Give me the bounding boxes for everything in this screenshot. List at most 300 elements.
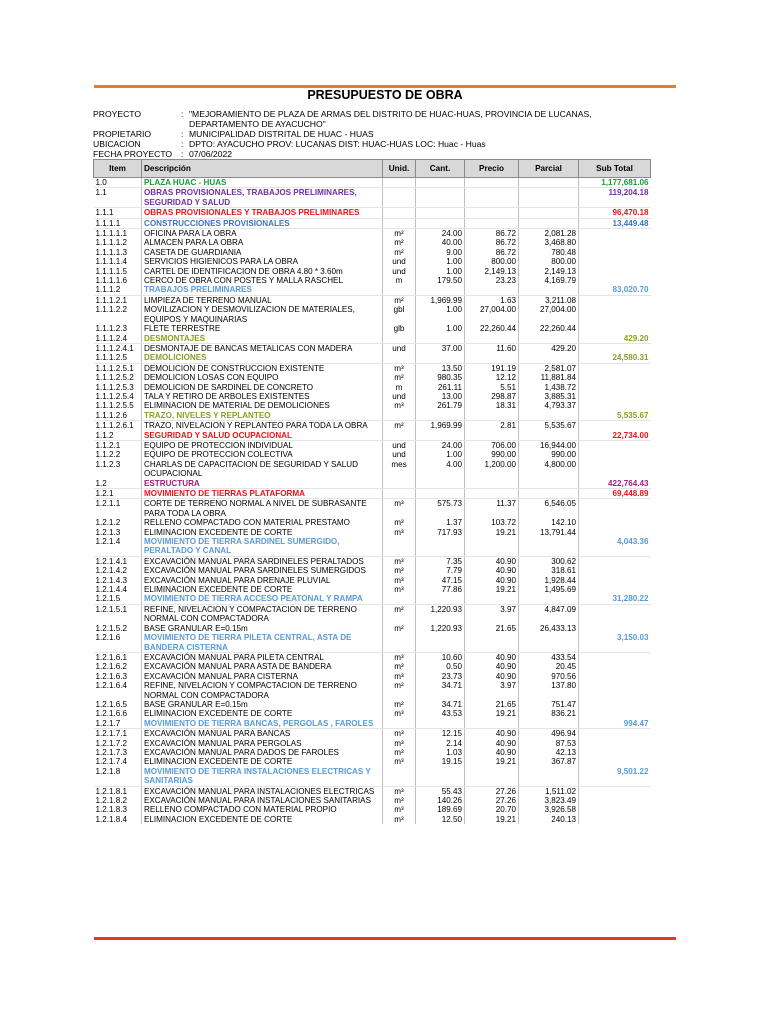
- project-separator: :: [181, 109, 184, 119]
- cell-subtotal: [579, 276, 651, 285]
- cell-unit: und: [383, 440, 416, 450]
- table-row: [94, 681, 651, 700]
- cell-subtotal: [579, 786, 651, 796]
- cell-item: 1.2.1.8.2: [94, 796, 142, 805]
- cell-partial: 27,004.00: [519, 305, 579, 324]
- cell-item: 1.1.1.1.3: [94, 248, 142, 257]
- project-label: PROYECTO: [93, 109, 142, 119]
- table-row: [94, 343, 651, 353]
- cell-unit: m³: [383, 363, 416, 373]
- cell-price: 990.00: [465, 450, 519, 459]
- cell-item: 1.1.1.2.4: [94, 334, 142, 344]
- cell-item: 1.2.1.8.4: [94, 815, 142, 824]
- table-row: [94, 528, 651, 537]
- cell-price: 40.90: [465, 652, 519, 662]
- section-row: [94, 178, 651, 188]
- cell-unit: m²: [383, 238, 416, 247]
- cell-description: CORTE DE TERRENO NORMAL A NIVEL DE SUBRASANTE PARA TODA LA OBRA: [142, 499, 383, 518]
- cell-description: ELIMINACION EXCEDENTE DE CORTE: [142, 815, 383, 824]
- cell-unit: und: [383, 267, 416, 276]
- cell-description: RELLENO COMPACTADO CON MATERIAL PROPIO: [142, 805, 383, 814]
- header-partial: Parcial: [519, 160, 579, 178]
- cell-price: 5.51: [465, 383, 519, 392]
- cell-quantity: 2.14: [416, 739, 465, 748]
- cell-item: 1.1.2.1: [94, 440, 142, 450]
- section-row: [94, 479, 651, 489]
- cell-partial: 240.13: [519, 815, 579, 824]
- cell-price: [465, 594, 519, 604]
- cell-item: 1.1.1.1.4: [94, 257, 142, 266]
- cell-subtotal: [579, 421, 651, 431]
- section-row: [94, 489, 651, 499]
- header-unit: Unid.: [383, 160, 416, 178]
- cell-quantity: 1.00: [416, 257, 465, 266]
- cell-description: OFICINA PARA LA OBRA: [142, 229, 383, 239]
- table-row: [94, 267, 651, 276]
- cell-partial: [519, 594, 579, 604]
- cell-unit: [383, 334, 416, 344]
- cell-subtotal: 1,177,681.06: [579, 178, 651, 188]
- section-row: [94, 208, 651, 218]
- cell-unit: [383, 218, 416, 228]
- table-row: [94, 556, 651, 566]
- cell-unit: m³: [383, 672, 416, 681]
- cell-quantity: 189.69: [416, 805, 465, 814]
- cell-price: 22,260.44: [465, 324, 519, 333]
- cell-unit: m²: [383, 248, 416, 257]
- table-row: [94, 324, 651, 333]
- cell-price: 298.87: [465, 392, 519, 401]
- budget-table: [93, 159, 651, 824]
- cell-subtotal: [579, 440, 651, 450]
- cell-item: 1.2.1.6.1: [94, 652, 142, 662]
- cell-price: 2.81: [465, 421, 519, 431]
- cell-item: 1.1.1: [94, 208, 142, 218]
- cell-unit: und: [383, 392, 416, 401]
- cell-item: 1.2.1.5.1: [94, 604, 142, 623]
- footer-line: [94, 937, 676, 940]
- cell-price: 706.00: [465, 440, 519, 450]
- cell-quantity: 1.37: [416, 518, 465, 527]
- cell-unit: [383, 594, 416, 604]
- owner-info-row: [93, 129, 683, 139]
- cell-unit: m³: [383, 401, 416, 410]
- cell-item: 1.2.1: [94, 489, 142, 499]
- cell-description: TRAZO, NIVELACION Y REPLANTEO PARA TODA LA OBRA: [142, 421, 383, 431]
- cell-description: EXCAVACIÓN MANUAL PARA SARDINELES SUMERGIDOS: [142, 566, 383, 575]
- cell-price: 27,004.00: [465, 305, 519, 324]
- cell-item: 1.2.1.6.6: [94, 709, 142, 718]
- cell-item: 1.1: [94, 188, 142, 208]
- cell-subtotal: [579, 700, 651, 709]
- cell-partial: 3,468.80: [519, 238, 579, 247]
- table-row: [94, 238, 651, 247]
- cell-subtotal: 429.20: [579, 334, 651, 344]
- cell-description: MOVIMIENTO DE TIERRA BANCAS, PERGOLAS , FAROLES: [142, 719, 383, 729]
- cell-item: 1.2.1.4.4: [94, 585, 142, 594]
- cell-price: [465, 767, 519, 786]
- date-info-row: [93, 149, 683, 159]
- cell-item: 1.1.2.2: [94, 450, 142, 459]
- header-price: Precio: [465, 160, 519, 178]
- cell-price: 2,149.13: [465, 267, 519, 276]
- cell-price: 18.31: [465, 401, 519, 410]
- cell-subtotal: [579, 815, 651, 824]
- cell-description: EXCAVACIÓN MANUAL PARA INSTALACIONES SANITARIAS: [142, 796, 383, 805]
- cell-description: EXCAVACIÓN MANUAL PARA BANCAS: [142, 729, 383, 739]
- cell-price: 40.90: [465, 662, 519, 671]
- cell-quantity: 13.50: [416, 363, 465, 373]
- section-row: [94, 767, 651, 786]
- cell-subtotal: [579, 363, 651, 373]
- cell-price: 40.90: [465, 729, 519, 739]
- section-row: [94, 411, 651, 421]
- table-row: [94, 815, 651, 824]
- cell-partial: 4,169.79: [519, 276, 579, 285]
- cell-quantity: [416, 411, 465, 421]
- cell-price: [465, 218, 519, 228]
- cell-price: 27.26: [465, 786, 519, 796]
- document-title: PRESUPUESTO DE OBRA: [307, 88, 463, 102]
- cell-partial: 429.20: [519, 343, 579, 353]
- cell-unit: und: [383, 257, 416, 266]
- cell-description: ALMACEN PARA LA OBRA: [142, 238, 383, 247]
- cell-unit: [383, 719, 416, 729]
- cell-item: 1.2.1.8: [94, 767, 142, 786]
- cell-item: 1.1.1.1.6: [94, 276, 142, 285]
- location-value: DPTO: AYACUCHO PROV: LUCANAS DIST: HUAC-HUAS LOC: Huac - Huas: [189, 139, 486, 149]
- cell-description: SERVICIOS HIGIENICOS PARA LA OBRA: [142, 257, 383, 266]
- cell-subtotal: 4,043.36: [579, 537, 651, 556]
- table-row: [94, 805, 651, 814]
- location-separator: :: [181, 139, 184, 149]
- cell-item: 1.2.1.6: [94, 633, 142, 652]
- cell-description: TRABAJOS PRELIMINARES: [142, 285, 383, 295]
- cell-description: DESMONTAJES: [142, 334, 383, 344]
- cell-partial: 1,438.72: [519, 383, 579, 392]
- table-row: [94, 305, 651, 324]
- cell-subtotal: [579, 401, 651, 410]
- cell-description: EXCAVACIÓN MANUAL PARA SARDINELES PERALTADOS: [142, 556, 383, 566]
- cell-quantity: 1,220.93: [416, 624, 465, 633]
- cell-price: 40.90: [465, 672, 519, 681]
- cell-partial: 1,495.69: [519, 585, 579, 594]
- cell-unit: [383, 479, 416, 489]
- cell-item: 1.2.1.7.4: [94, 757, 142, 766]
- cell-subtotal: 69,448.89: [579, 489, 651, 499]
- cell-description: BASE GRANULAR E=0.15m: [142, 700, 383, 709]
- cell-unit: [383, 767, 416, 786]
- table-row: [94, 518, 651, 527]
- cell-quantity: 37.00: [416, 343, 465, 353]
- cell-item: 1.1.1.2.1: [94, 295, 142, 305]
- cell-subtotal: 13,449.48: [579, 218, 651, 228]
- cell-partial: 2,581.07: [519, 363, 579, 373]
- cell-quantity: 1.00: [416, 305, 465, 324]
- project-value: "MEJORAMIENTO DE PLAZA DE ARMAS DEL DISTRITO DE HUAC-HUAS, PROVINCIA DE LUCANAS, DEPARTAMENTO DE AYACUCHO": [189, 109, 592, 129]
- cell-price: [465, 353, 519, 363]
- cell-unit: m²: [383, 229, 416, 239]
- table-row: [94, 729, 651, 739]
- cell-price: 1.63: [465, 295, 519, 305]
- project-info: [93, 109, 683, 159]
- cell-partial: [519, 633, 579, 652]
- cell-quantity: 77.86: [416, 585, 465, 594]
- section-row: [94, 334, 651, 344]
- cell-quantity: 55.43: [416, 786, 465, 796]
- cell-subtotal: 5,535.67: [579, 411, 651, 421]
- cell-partial: [519, 537, 579, 556]
- cell-item: 1.1.1.1: [94, 218, 142, 228]
- cell-quantity: 12.15: [416, 729, 465, 739]
- date-separator: :: [181, 149, 184, 159]
- cell-subtotal: [579, 518, 651, 527]
- cell-partial: 22,260.44: [519, 324, 579, 333]
- cell-quantity: 12.50: [416, 815, 465, 824]
- cell-partial: 1,511.02: [519, 786, 579, 796]
- cell-quantity: 10.60: [416, 652, 465, 662]
- cell-description: DEMOLICION DE SARDINEL DE CONCRETO: [142, 383, 383, 392]
- cell-partial: [519, 218, 579, 228]
- cell-unit: m²: [383, 681, 416, 700]
- cell-price: 40.90: [465, 748, 519, 757]
- cell-price: 19.21: [465, 757, 519, 766]
- cell-partial: [519, 188, 579, 208]
- table-row: [94, 748, 651, 757]
- section-row: [94, 218, 651, 228]
- cell-price: 21.65: [465, 700, 519, 709]
- cell-unit: mes: [383, 460, 416, 479]
- cell-partial: 20.45: [519, 662, 579, 671]
- cell-quantity: 47.15: [416, 576, 465, 585]
- cell-item: 1.1.1.2.3: [94, 324, 142, 333]
- table-row: [94, 392, 651, 401]
- table-row: [94, 585, 651, 594]
- cell-unit: [383, 411, 416, 421]
- cell-partial: 2,081.28: [519, 229, 579, 239]
- cell-price: 12.12: [465, 373, 519, 382]
- cell-quantity: [416, 218, 465, 228]
- cell-partial: [519, 285, 579, 295]
- cell-quantity: [416, 767, 465, 786]
- cell-description: DEMOLICION LOSAS CON EQUIPO: [142, 373, 383, 382]
- cell-price: 19.21: [465, 709, 519, 718]
- cell-subtotal: [579, 662, 651, 671]
- cell-subtotal: [579, 805, 651, 814]
- cell-description: TRAZO, NIVELES Y REPLANTEO: [142, 411, 383, 421]
- header-description: Descripción: [142, 160, 383, 178]
- cell-unit: m²: [383, 373, 416, 382]
- cell-subtotal: 31,280.22: [579, 594, 651, 604]
- cell-price: 103.72: [465, 518, 519, 527]
- cell-partial: 2,149.13: [519, 267, 579, 276]
- cell-quantity: 1,969.99: [416, 295, 465, 305]
- table-row: [94, 257, 651, 266]
- cell-price: 19.21: [465, 815, 519, 824]
- cell-quantity: 34.71: [416, 681, 465, 700]
- cell-unit: m²: [383, 421, 416, 431]
- table-row: [94, 739, 651, 748]
- cell-unit: m²: [383, 700, 416, 709]
- cell-description: DESMONTAJE DE BANCAS METALICAS CON MADERA: [142, 343, 383, 353]
- table-row: [94, 248, 651, 257]
- cell-item: 1.2.1.6.2: [94, 662, 142, 671]
- cell-quantity: 261.11: [416, 383, 465, 392]
- cell-partial: 970.56: [519, 672, 579, 681]
- cell-quantity: 140.26: [416, 796, 465, 805]
- cell-partial: 4,793.37: [519, 401, 579, 410]
- table-row: [94, 460, 651, 479]
- header-item: Item: [94, 160, 142, 178]
- cell-quantity: 1.00: [416, 324, 465, 333]
- cell-item: 1.1.1.2.5: [94, 353, 142, 363]
- cell-item: 1.2.1.4.1: [94, 556, 142, 566]
- cell-subtotal: [579, 450, 651, 459]
- cell-item: 1.1.1.2.5.2: [94, 373, 142, 382]
- cell-description: MOVIMIENTO DE TIERRA ACCESO PEATONAL Y RAMPA: [142, 594, 383, 604]
- cell-item: 1.1.1.2.5.1: [94, 363, 142, 373]
- cell-quantity: 980.35: [416, 373, 465, 382]
- cell-unit: m³: [383, 556, 416, 566]
- cell-price: 21.65: [465, 624, 519, 633]
- location-info-row: [93, 139, 683, 149]
- table-header: [94, 160, 651, 178]
- cell-price: [465, 285, 519, 295]
- cell-subtotal: 83,020.70: [579, 285, 651, 295]
- cell-partial: 3,211.08: [519, 295, 579, 305]
- cell-price: 86.72: [465, 248, 519, 257]
- cell-subtotal: 119,204.18: [579, 188, 651, 208]
- cell-description: ELIMINACION EXCEDENTE DE CORTE: [142, 528, 383, 537]
- cell-quantity: 1.00: [416, 450, 465, 459]
- section-row: [94, 719, 651, 729]
- cell-description: EXCAVACIÓN MANUAL PARA PILETA CENTRAL: [142, 652, 383, 662]
- table-row: [94, 652, 651, 662]
- table-row: [94, 401, 651, 410]
- section-row: [94, 188, 651, 208]
- cell-partial: 87.53: [519, 739, 579, 748]
- cell-unit: m²: [383, 604, 416, 623]
- cell-subtotal: [579, 757, 651, 766]
- cell-quantity: 717.93: [416, 528, 465, 537]
- cell-item: 1.1.1.2.2: [94, 305, 142, 324]
- header-row: [94, 160, 651, 178]
- cell-partial: 42.13: [519, 748, 579, 757]
- cell-item: 1.1.1.2.4.1: [94, 343, 142, 353]
- table-row: [94, 363, 651, 373]
- cell-subtotal: [579, 248, 651, 257]
- cell-unit: m³: [383, 518, 416, 527]
- cell-description: SEGURIDAD Y SALUD OCUPACIONAL: [142, 431, 383, 441]
- cell-price: 23.23: [465, 276, 519, 285]
- cell-unit: [383, 353, 416, 363]
- section-row: [94, 594, 651, 604]
- cell-quantity: [416, 479, 465, 489]
- table-row: [94, 383, 651, 392]
- cell-quantity: 1,969.99: [416, 421, 465, 431]
- table-row: [94, 440, 651, 450]
- cell-unit: m³: [383, 805, 416, 814]
- cell-partial: 318.61: [519, 566, 579, 575]
- cell-price: [465, 719, 519, 729]
- cell-subtotal: [579, 604, 651, 623]
- cell-item: 1.2.1.7.2: [94, 739, 142, 748]
- cell-item: 1.2.1.8.3: [94, 805, 142, 814]
- cell-quantity: 4.00: [416, 460, 465, 479]
- cell-subtotal: [579, 624, 651, 633]
- cell-description: MOVILIZACION Y DESMOVILIZACION DE MATERIALES, EQUIPOS Y MAQUINARIAS: [142, 305, 383, 324]
- cell-quantity: 24.00: [416, 229, 465, 239]
- cell-subtotal: [579, 267, 651, 276]
- cell-partial: [519, 411, 579, 421]
- table-row: [94, 576, 651, 585]
- cell-description: OBRAS PROVISIONALES, TRABAJOS PRELIMINARES, SEGURIDAD Y SALUD: [142, 188, 383, 208]
- cell-price: 19.21: [465, 585, 519, 594]
- cell-description: EXCAVACIÓN MANUAL PARA CISTERNA: [142, 672, 383, 681]
- cell-partial: [519, 334, 579, 344]
- cell-item: 1.2.1.7: [94, 719, 142, 729]
- cell-price: 40.90: [465, 556, 519, 566]
- table-row: [94, 450, 651, 459]
- cell-description: CONSTRUCCIONES PROVISIONALES: [142, 218, 383, 228]
- cell-quantity: 0.50: [416, 662, 465, 671]
- cell-partial: [519, 479, 579, 489]
- cell-price: 86.72: [465, 229, 519, 239]
- cell-quantity: 1.03: [416, 748, 465, 757]
- cell-item: 1.1.1.2.6.1: [94, 421, 142, 431]
- cell-unit: m²: [383, 624, 416, 633]
- section-row: [94, 353, 651, 363]
- table-row: [94, 421, 651, 431]
- cell-subtotal: [579, 528, 651, 537]
- cell-quantity: 13.00: [416, 392, 465, 401]
- cell-price: [465, 208, 519, 218]
- cell-unit: [383, 633, 416, 652]
- cell-subtotal: [579, 305, 651, 324]
- cell-description: EXCAVACIÓN MANUAL PARA INSTALACIONES ELECTRICAS: [142, 786, 383, 796]
- cell-unit: m³: [383, 576, 416, 585]
- section-row: [94, 633, 651, 652]
- cell-description: EXCAVACIÓN MANUAL PARA DRENAJE PLUVIAL: [142, 576, 383, 585]
- cell-partial: 800.00: [519, 257, 579, 266]
- cell-quantity: [416, 489, 465, 499]
- cell-item: 1.2.1.5.2: [94, 624, 142, 633]
- cell-description: LIMPIEZA DE TERRENO MANUAL: [142, 295, 383, 305]
- cell-price: 40.90: [465, 576, 519, 585]
- owner-value: MUNICIPALIDAD DISTRITAL DE HUAC - HUAS: [189, 129, 374, 139]
- cell-unit: m: [383, 276, 416, 285]
- cell-quantity: [416, 353, 465, 363]
- cell-partial: [519, 489, 579, 499]
- cell-quantity: [416, 594, 465, 604]
- cell-partial: 367.87: [519, 757, 579, 766]
- cell-description: TALA Y RETIRO DE ARBOLES EXISTENTES: [142, 392, 383, 401]
- cell-unit: [383, 208, 416, 218]
- cell-price: 11.37: [465, 499, 519, 518]
- cell-description: EXCAVACIÓN MANUAL PARA DADOS DE FAROLES: [142, 748, 383, 757]
- table-row: [94, 757, 651, 766]
- cell-description: ELIMINACION DE MATERIAL DE DEMOLICIONES: [142, 401, 383, 410]
- cell-quantity: 24.00: [416, 440, 465, 450]
- cell-description: MOVIMIENTO DE TIERRAS PLATAFORMA: [142, 489, 383, 499]
- cell-subtotal: [579, 729, 651, 739]
- date-label: FECHA PROYECTO: [93, 149, 173, 159]
- cell-description: DEMOLICION DE CONSTRUCCION EXISTENTE: [142, 363, 383, 373]
- cell-price: [465, 334, 519, 344]
- table-row: [94, 295, 651, 305]
- cell-unit: und: [383, 450, 416, 459]
- cell-item: 1.1.1.2.5.3: [94, 383, 142, 392]
